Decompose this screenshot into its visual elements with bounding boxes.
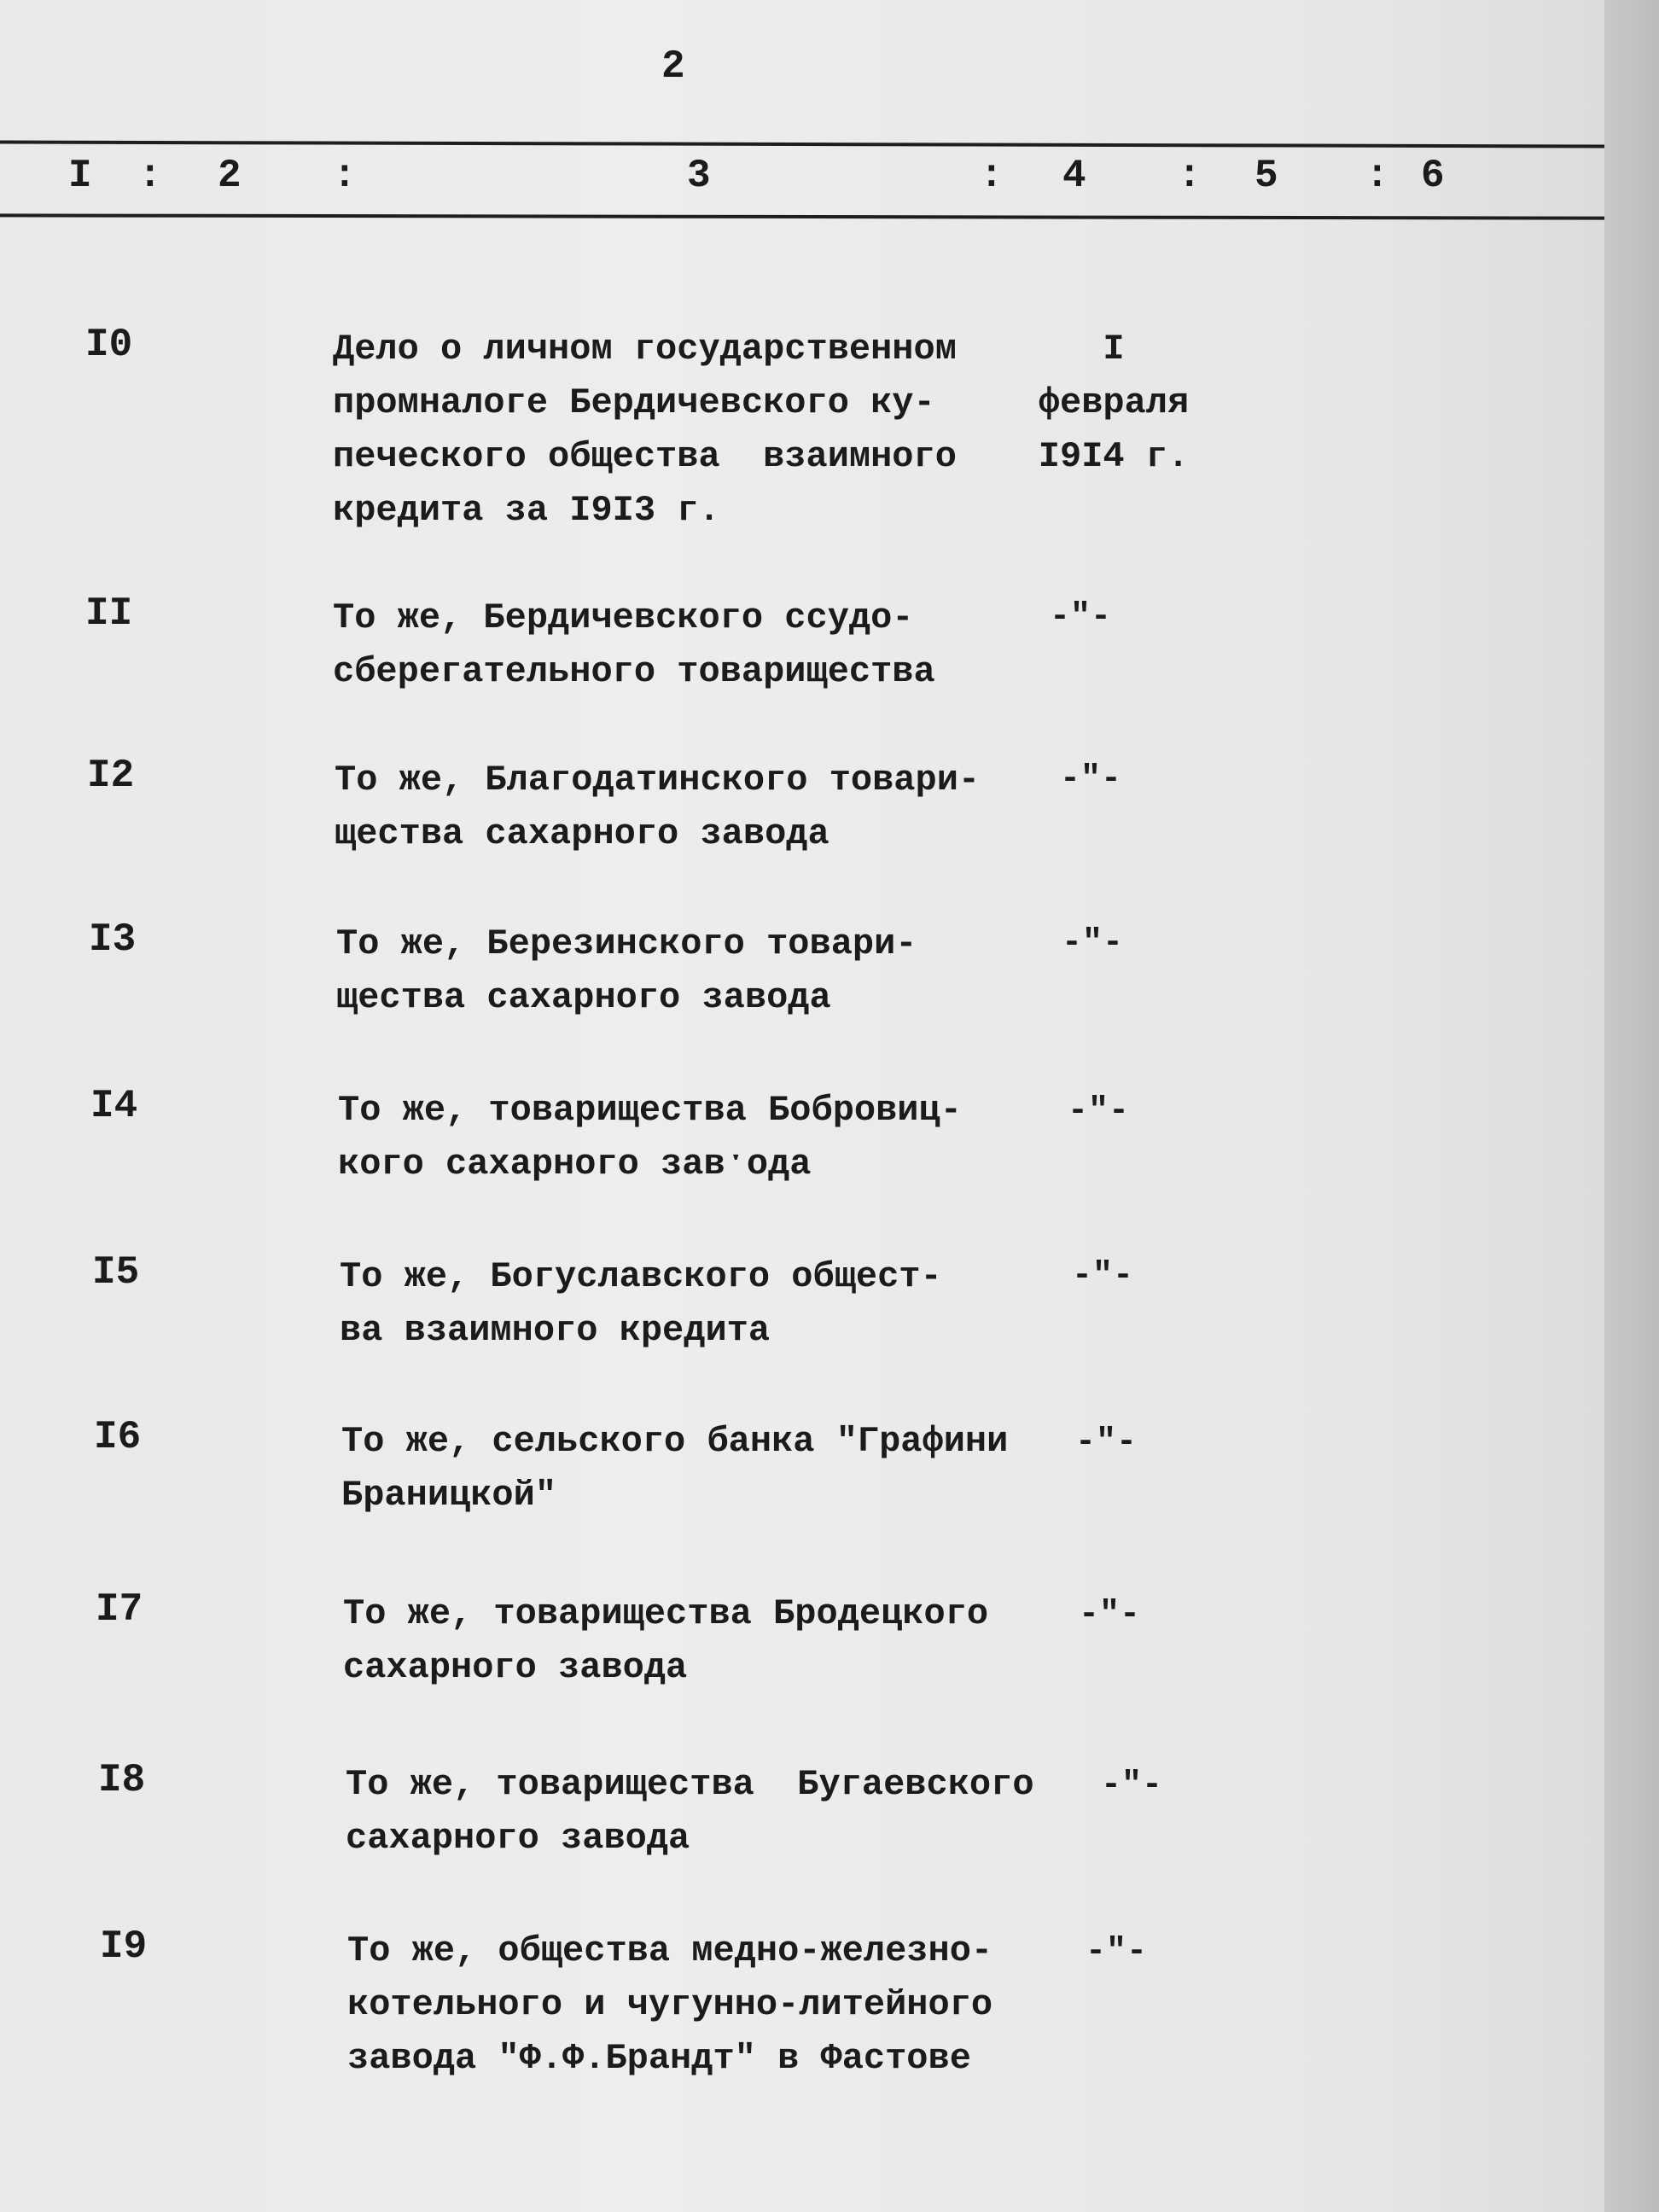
description-line: То же, общества медно-железно- xyxy=(347,1930,993,1971)
description-line: То же, товарищества Бродецкого xyxy=(343,1593,989,1634)
description-line: То же, сельского банка "Графини xyxy=(341,1421,1009,1462)
description-line: щества сахарного завода xyxy=(335,813,830,854)
ditto-mark: -"- xyxy=(1075,1423,1138,1462)
column-separator: : xyxy=(980,154,1004,198)
description-line: То же, Благодатинского товари- xyxy=(335,760,981,800)
description-line: котельного и чугунно-литейного xyxy=(347,1984,993,2025)
entry-date xyxy=(1020,323,1208,484)
page-number: 2 xyxy=(661,44,685,89)
description-line: завода "Ф.Ф.Брандт" в Фастове xyxy=(347,2038,971,2079)
ditto-mark: -"- xyxy=(1079,1596,1141,1634)
column-header-4: 4 xyxy=(1062,154,1086,198)
entry-number: I8 xyxy=(98,1758,146,1802)
entry-number: II xyxy=(85,591,133,636)
entry-description xyxy=(333,591,935,699)
description-line: сахарного завода xyxy=(343,1647,688,1688)
entry-description xyxy=(333,323,957,538)
header-top-rule xyxy=(0,141,1604,148)
entry-number: I3 xyxy=(89,917,137,962)
ditto-mark: -"- xyxy=(1060,760,1122,799)
column-header-1: I xyxy=(68,154,92,198)
ditto-mark: -"- xyxy=(1068,1092,1130,1131)
entry-number: I6 xyxy=(94,1415,142,1459)
entry-number: I0 xyxy=(85,323,133,367)
description-line: сахарного завода xyxy=(346,1818,690,1859)
entry-description xyxy=(346,1758,1034,1866)
description-line: То же, товарищества Бугаевского xyxy=(346,1764,1034,1805)
ditto-mark: -"- xyxy=(1086,1933,1148,1971)
entry-description xyxy=(343,1587,988,1695)
description-line: То же, Богуславского общест- xyxy=(340,1256,942,1297)
entry-description xyxy=(338,1084,962,1191)
column-separator: : xyxy=(1365,154,1389,198)
description-line: То же, Бердичевского ссудо- xyxy=(333,597,914,638)
entry-number: I5 xyxy=(92,1250,140,1295)
description-line: щества сахарного завода xyxy=(336,977,831,1018)
description-line: сберегательного товарищества xyxy=(333,651,935,692)
entry-number: I7 xyxy=(96,1587,143,1632)
description-line: печеского общества взаимного xyxy=(333,436,957,477)
ditto-mark: -"- xyxy=(1101,1767,1163,1805)
entry-number: I4 xyxy=(90,1084,138,1128)
date-line: I9I4 г. xyxy=(1038,436,1190,477)
column-separator: : xyxy=(138,154,162,198)
description-line: То же, Березинского товари- xyxy=(336,923,917,964)
entry-description xyxy=(347,1924,992,2086)
entry-description xyxy=(341,1415,1008,1522)
description-line: ва взаимного кредита xyxy=(340,1310,771,1351)
entry-number: I9 xyxy=(100,1924,148,1969)
entry-description xyxy=(340,1250,942,1358)
entry-number: I2 xyxy=(87,754,135,798)
column-header-6: 6 xyxy=(1421,154,1445,198)
description-line: То же, товарищества Бобровиц- xyxy=(338,1090,962,1131)
date-line: февраля xyxy=(1038,382,1190,423)
column-header-row xyxy=(0,154,1604,205)
column-separator: : xyxy=(333,154,357,198)
entry-description xyxy=(336,917,917,1025)
page-edge-shadow xyxy=(1604,0,1659,2212)
date-line: I xyxy=(1103,329,1125,370)
entry-description xyxy=(335,754,980,861)
ditto-mark: -"- xyxy=(1072,1257,1134,1295)
header-bottom-rule xyxy=(0,213,1604,219)
description-line: Дело о личном государственном xyxy=(333,329,957,370)
description-line: кого сахарного завˑода xyxy=(338,1144,812,1185)
column-header-2: 2 xyxy=(218,154,242,198)
ditto-mark: -"- xyxy=(1050,598,1112,637)
column-header-5: 5 xyxy=(1254,154,1278,198)
ditto-mark: -"- xyxy=(1062,924,1124,963)
description-line: промналоге Бердичевского ку- xyxy=(333,382,935,423)
description-line: кредита за I9I3 г. xyxy=(333,490,720,531)
column-header-3: 3 xyxy=(687,154,711,198)
description-line: Браницкой" xyxy=(341,1475,557,1516)
column-separator: : xyxy=(1178,154,1202,198)
